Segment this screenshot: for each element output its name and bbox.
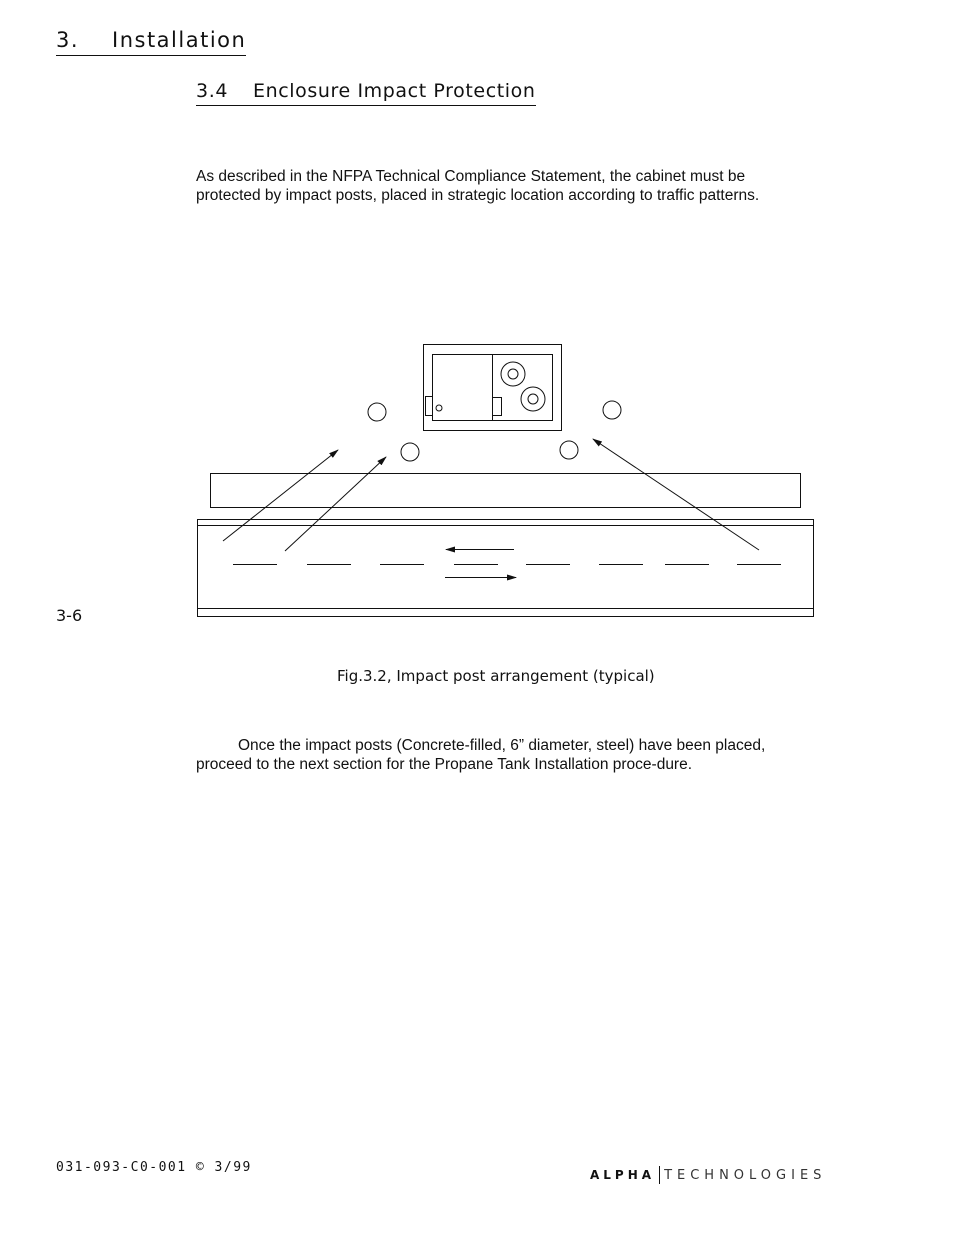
pointer-arrow-1 <box>223 450 338 541</box>
enclosure-lock-icon <box>436 405 442 411</box>
curb <box>211 474 801 508</box>
impact-post-inner-left <box>401 443 419 461</box>
pointer-arrow-3 <box>593 439 759 550</box>
section-title-text: Enclosure Impact Protection <box>253 80 536 102</box>
impact-post-outer-left <box>368 403 386 421</box>
enclosure-outline <box>424 345 562 431</box>
enclosure-door-latch <box>426 397 433 416</box>
intro-paragraph: As described in the NFPA Technical Compliance Statement, the cabinet must be protected by impact posts, placed in strategic location according to traffic patterns. <box>196 168 760 204</box>
logo-suffix: TECHNOLOGIES <box>664 1167 827 1183</box>
road <box>197 519 814 617</box>
cylinder-bottom <box>521 387 545 411</box>
logo-divider <box>659 1166 660 1184</box>
logo-brand: ALPHA <box>590 1168 656 1182</box>
cylinder-top <box>501 362 525 386</box>
impact-post-inner-right <box>560 441 578 459</box>
figure-caption: Fig.3.2, Impact post arrangement (typical) <box>337 667 655 685</box>
footer-doc-id: 031-093-C0-001 © 3/99 <box>56 1160 252 1175</box>
page-number: 3-6 <box>56 606 83 625</box>
section-number: 3.4 <box>196 80 229 102</box>
company-logo <box>590 1165 826 1185</box>
impact-post-outer-right <box>603 401 621 419</box>
enclosure-handle <box>493 398 502 416</box>
pointer-arrow-2 <box>285 457 386 551</box>
chapter-number: 3. <box>56 28 80 52</box>
outro-paragraph: Once the impact posts (Concrete-filled, 6” diameter, steel) have been placed, proceed to the next section for the Propane Tank Installation proce-dure. <box>196 737 766 773</box>
chapter-title-text: Installation <box>112 28 247 52</box>
